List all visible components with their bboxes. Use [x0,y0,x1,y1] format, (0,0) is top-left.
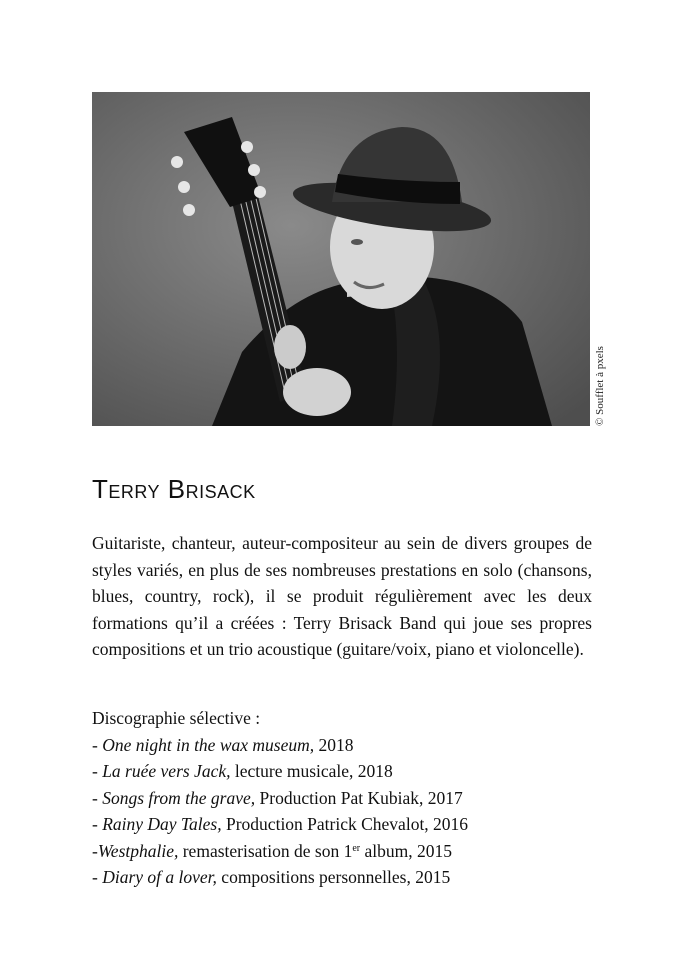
photo-credit: © Soufflet à pxels [594,346,606,426]
artist-bio: Guitariste, chanteur, auteur-compositeur au sein de divers groupes de styles variés, en plus de ses nombreuses prestations en solo (chansons, blues, country, rock), il se produit régulièrement avec les deux formations qu’il a créées : Terry Brisack Band qui joue ses propres compositions et un trio acoustique (guitare/voix, piano et violoncelle). [92,533,592,659]
discography-item: - La ruée vers Jack, lecture musicale, 2018 [92,761,393,781]
artist-name: Terry Brisack [92,474,256,504]
discography-list [92,732,592,891]
discography-item: - One night in the wax museum, 2018 [92,734,354,755]
discography-item: - Diary of a lover, compositions personnelles, 2015 [92,867,451,887]
discography-item: -Westphalie, remasterisation de son 1er album, 2015 [92,840,452,861]
discography-item: - Songs from the grave, Production Pat Kubiak, 2017 [92,787,463,808]
discography [92,705,592,891]
discography-item: - Rainy Day Tales, Production Patrick Chevalot, 2016 [92,814,469,834]
artist-photo [92,92,590,426]
discography-title: Discographie sélective : [92,708,261,728]
guitarist-photo-icon [92,92,590,426]
